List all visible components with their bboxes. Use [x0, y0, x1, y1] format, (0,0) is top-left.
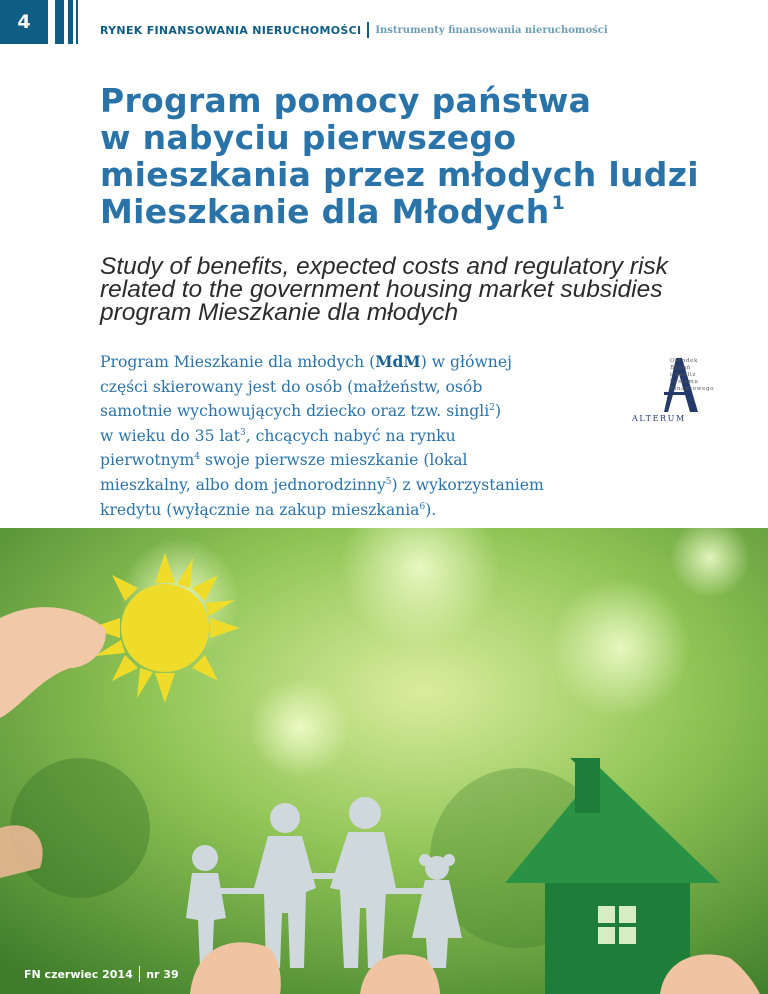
issue-number: nr 39 [146, 967, 179, 981]
lead-text: ) z wykorzystaniem [391, 475, 544, 494]
logo-caption-line: Badań [670, 365, 691, 371]
title-line: w nabyciu pierwszego [100, 118, 517, 157]
header-stripe [68, 0, 73, 44]
lead-text: , chcących nabyć na rynku [245, 426, 456, 445]
running-header [100, 22, 608, 38]
subtitle-line: related to the government housing market subsidies [100, 276, 663, 303]
sun-cutout [90, 553, 240, 703]
lead-text: w wieku do 35 lat [100, 426, 240, 445]
lead-line: części skierowany jest do osób (małżeństw, osób [100, 377, 483, 396]
lead-text: pierwotnym [100, 451, 195, 470]
lead-text: swoje pierwsze mieszkanie (lokal [200, 451, 468, 470]
logo-caption-line: i Analiz [670, 372, 696, 378]
subtitle-line: program Mieszkanie dla młodych [100, 299, 459, 326]
hero-photo [0, 528, 768, 994]
lead-line [100, 448, 620, 473]
lead-text: ) w głównej [420, 353, 512, 371]
title-line-text: Mieszkanie dla Młodych [100, 192, 550, 231]
logo-caption-line: Finansowego [670, 386, 715, 392]
title-line [100, 193, 740, 230]
topic-label: Instrumenty finansowania nieruchomości [375, 24, 608, 36]
header-stripe [55, 0, 64, 44]
lead-text: samotnie wychowujących dziecko oraz tzw. singli [100, 402, 490, 421]
footnote-ref: 3 [240, 427, 246, 438]
lead-text: Program Mieszkanie dla młodych ( [100, 353, 376, 371]
subtitle-line: Study of benefits, expected costs and regulatory risk [100, 253, 668, 280]
article-subtitle [100, 255, 760, 324]
article-title [100, 82, 740, 230]
footnote-ref: 4 [194, 452, 201, 463]
lead-text: ) [494, 402, 502, 421]
title-line: mieszkania przez młodych ludzi [100, 155, 699, 194]
lead-paragraph [100, 350, 620, 522]
footnote-ref: 6 [419, 501, 426, 512]
lead-line [100, 498, 620, 523]
section-label: RYNEK FINANSOWANIA NIERUCHOMOŚCI [100, 23, 362, 37]
footnote-ref: 5 [385, 476, 392, 487]
header-divider [367, 22, 369, 38]
logo-wordmark: ALTERUM [632, 414, 686, 423]
lead-text: mieszkalny, albo dom jednorodzinny [100, 475, 386, 494]
title-footnote-ref: 1 [551, 192, 566, 214]
lead-line [100, 350, 620, 375]
footer-divider [139, 966, 141, 982]
page-footer [24, 966, 179, 982]
page-number: 4 [0, 0, 48, 44]
logo-caption-line: Ośrodek [670, 358, 698, 364]
issue-label: FN czerwiec 2014 [24, 967, 133, 981]
lead-text: kredytu (wyłącznie na zakup mieszkania [100, 500, 420, 519]
lead-line [100, 473, 620, 498]
footnote-ref: 2 [489, 403, 495, 414]
header-stripe [76, 0, 78, 44]
title-line: Program pomocy państwa [100, 81, 592, 120]
lead-line [100, 399, 620, 424]
logo-caption [670, 358, 714, 393]
lead-text: ). [425, 500, 437, 519]
lead-acronym: MdM [375, 352, 421, 371]
logo-caption-line: Systemu [670, 379, 699, 385]
lead-line [100, 424, 620, 449]
alterum-logo [632, 356, 732, 426]
